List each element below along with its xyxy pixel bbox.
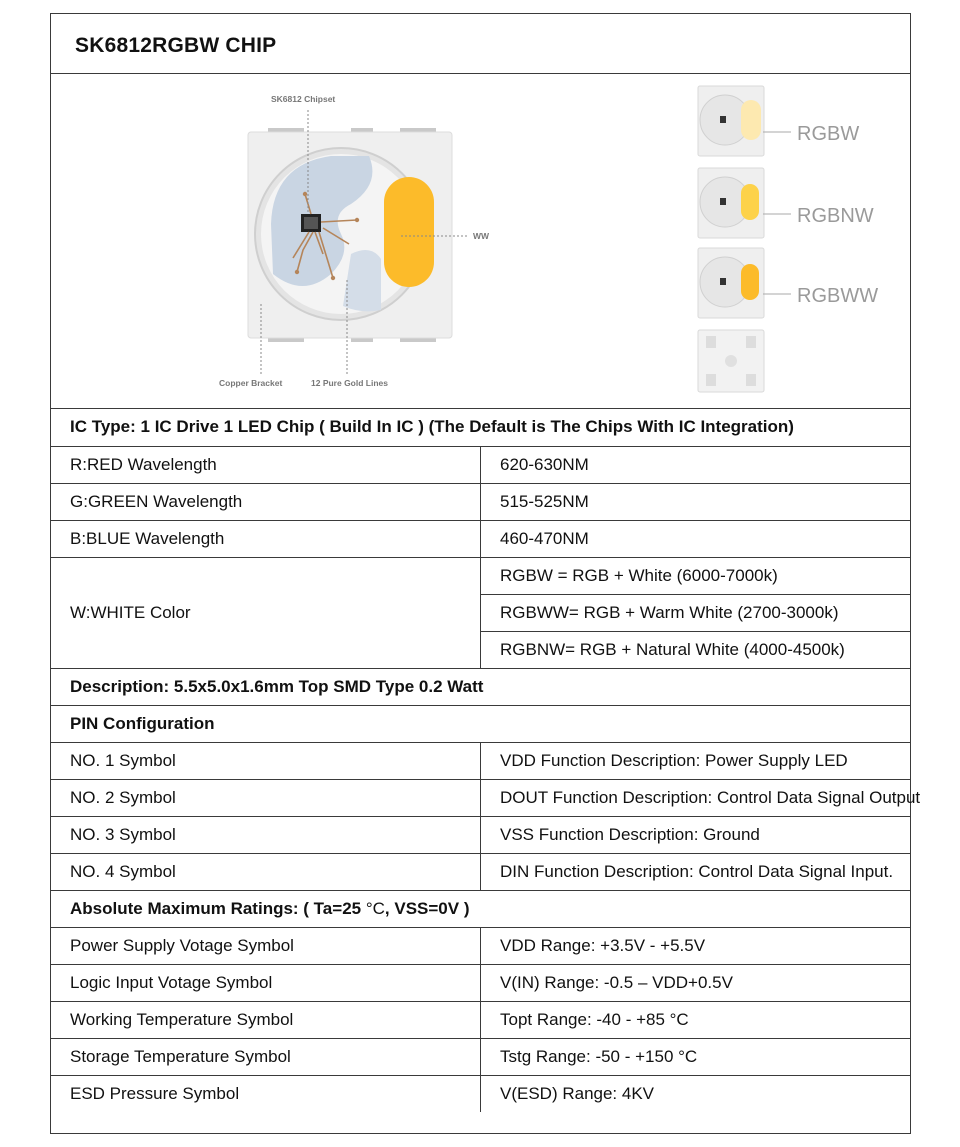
variant-label-rgbw: RGBW bbox=[797, 123, 860, 145]
table-row bbox=[51, 483, 910, 520]
variant-label-rgbnw: RGBNW bbox=[797, 205, 874, 227]
table-row bbox=[51, 964, 910, 1001]
table-row bbox=[51, 1038, 910, 1075]
main-chip-illustration bbox=[219, 94, 490, 388]
chip-figure bbox=[51, 74, 910, 409]
row-value: Topt Range: -40 - +85 °C bbox=[481, 1001, 911, 1038]
variant-label-rgbww: RGBWW bbox=[797, 285, 879, 307]
row-value: 460-470NM bbox=[481, 520, 911, 557]
row-label: NO. 3 Symbol bbox=[51, 816, 481, 853]
spec-table bbox=[51, 409, 921, 1112]
table-row bbox=[51, 446, 910, 483]
callout-gold: 12 Pure Gold Lines bbox=[311, 378, 388, 388]
row-label: NO. 1 Symbol bbox=[51, 742, 481, 779]
row-label: Working Temperature Symbol bbox=[51, 1001, 481, 1038]
ratings-heading-a: Absolute Maximum Ratings: ( Ta=25 bbox=[70, 898, 366, 918]
page-title: SK6812RGBW CHIP bbox=[75, 34, 277, 57]
row-label: R:RED Wavelength bbox=[51, 446, 481, 483]
table-row bbox=[51, 520, 910, 557]
ratings-heading-c: , VSS=0V ) bbox=[384, 898, 470, 918]
table-row bbox=[51, 705, 910, 742]
variant-rgbnw bbox=[698, 168, 874, 238]
spec-sheet bbox=[50, 13, 921, 1134]
row-label: W:WHITE Color bbox=[51, 557, 481, 668]
variant-rgbw bbox=[698, 86, 859, 156]
row-value: 515-525NM bbox=[481, 483, 911, 520]
table-row bbox=[51, 742, 910, 779]
chip-back-view bbox=[698, 330, 764, 392]
row-label: G:GREEN Wavelength bbox=[51, 483, 481, 520]
row-label: Power Supply Votage Symbol bbox=[51, 927, 481, 964]
table-row bbox=[51, 927, 910, 964]
table-row bbox=[51, 816, 910, 853]
table-row bbox=[51, 557, 910, 594]
table-row bbox=[51, 668, 910, 705]
chip-diagram bbox=[51, 74, 910, 409]
row-value: 620-630NM bbox=[481, 446, 911, 483]
table-row bbox=[51, 1001, 910, 1038]
row-label: NO. 2 Symbol bbox=[51, 779, 481, 816]
table-row bbox=[51, 853, 910, 890]
callout-chipset: SK6812 Chipset bbox=[271, 94, 336, 104]
table-row bbox=[51, 779, 910, 816]
row-label: B:BLUE Wavelength bbox=[51, 520, 481, 557]
table-row bbox=[51, 409, 910, 446]
callout-copper: Copper Bracket bbox=[219, 378, 283, 388]
row-label: Storage Temperature Symbol bbox=[51, 1038, 481, 1075]
row-label: Logic Input Votage Symbol bbox=[51, 964, 481, 1001]
row-value: VDD Function Description: Power Supply LED bbox=[481, 742, 911, 779]
row-label: NO. 4 Symbol bbox=[51, 853, 481, 890]
table-row bbox=[51, 1075, 910, 1112]
ratings-heading-unit: °C bbox=[365, 898, 385, 918]
row-value: RGBNW= RGB + Natural White (4000-4500k) bbox=[481, 631, 911, 668]
row-value: RGBW = RGB + White (6000-7000k) bbox=[481, 557, 911, 594]
variant-rgbww bbox=[698, 248, 791, 318]
callout-ww: WW bbox=[473, 231, 490, 241]
row-value: RGBWW= RGB + Warm White (2700-3000k) bbox=[481, 594, 911, 631]
row-value: VDD Range: +3.5V - +5.5V bbox=[481, 927, 911, 964]
row-value: VSS Function Description: Ground bbox=[481, 816, 911, 853]
row-value: DOUT Function Description: Control Data Signal Output bbox=[481, 779, 911, 816]
title-row bbox=[51, 14, 910, 74]
row-value: DIN Function Description: Control Data Signal Input. bbox=[481, 853, 911, 890]
ww-led bbox=[384, 177, 434, 287]
ratings-heading bbox=[51, 890, 910, 927]
description: Description: 5.5x5.0x1.6mm Top SMD Type 0.2 Watt bbox=[51, 668, 910, 705]
row-label: ESD Pressure Symbol bbox=[51, 1075, 481, 1112]
pin-config-heading: PIN Configuration bbox=[51, 705, 910, 742]
row-value: V(ESD) Range: 4KV bbox=[500, 1083, 655, 1103]
row-value: Tstg Range: -50 - +150 °C bbox=[481, 1038, 911, 1075]
table-row bbox=[51, 890, 910, 927]
row-value: V(IN) Range: -0.5 – VDD+0.5V bbox=[481, 964, 911, 1001]
ic-type: IC Type: 1 IC Drive 1 LED Chip ( Build In IC ) (The Default is The Chips With IC Integration) bbox=[51, 409, 910, 446]
